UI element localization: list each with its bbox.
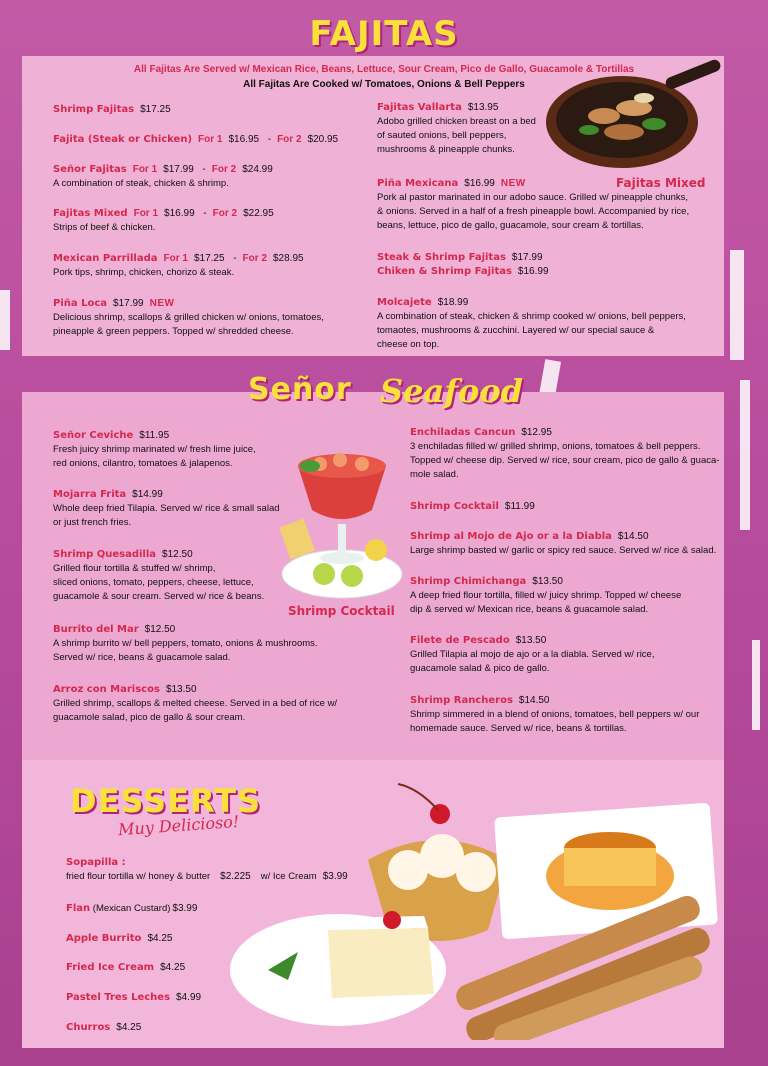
menu-item [66, 991, 201, 1005]
item-price: $13.50 [532, 576, 563, 587]
item-description: Grilled flour tortilla & stuffed w/ shrimp, [53, 563, 216, 574]
menu-item [410, 426, 719, 482]
menu-item [410, 634, 654, 676]
item-price: $4.25 [160, 962, 186, 973]
item-price: $16.99 [164, 208, 195, 219]
portion-label: For 2 [211, 164, 237, 175]
separator: - [203, 208, 207, 219]
item-price: $11.95 [139, 430, 170, 441]
item-price: $3.99 [322, 871, 348, 882]
item-price: $17.25 [140, 104, 171, 115]
item-name: Arroz con Mariscos [53, 684, 160, 695]
menu-item [410, 530, 716, 558]
new-badge: NEW [149, 298, 175, 309]
item-price: $17.99 [163, 164, 194, 175]
item-description: red onions, cilantro, tomatoes & jalapenos. [53, 458, 233, 469]
brush-streak [730, 250, 744, 360]
item-description: cheese on top. [377, 339, 440, 350]
item-description: sliced onions, tomato, peppers, cheese, lettuce, [53, 577, 254, 588]
desserts-tagline: Muy Delicioso! [117, 811, 240, 840]
item-description: Shrimp simmered in a blend of onions, tomatoes, bell peppers w/ our [410, 709, 700, 720]
item-description: beans, lettuce, pico de gallo, guacamole, sour cream & tortillas. [377, 220, 644, 231]
item-description: A combination of steak, chicken & shrimp cooked w/ onions, bell peppers, [377, 311, 686, 322]
item-name: Sopapilla : [66, 857, 126, 868]
menu-item [66, 932, 172, 946]
item-price: $24.99 [242, 164, 273, 175]
item-description: & onions. Served in a half of a fresh pineapple bowl. Accompanied by rice, [377, 206, 690, 217]
item-price: $17.25 [193, 253, 225, 264]
item-name: Piña Loca [53, 298, 108, 309]
item-description: Grilled shrimp, scallops & melted cheese. Served in a bed of rice w/ [53, 698, 338, 709]
brush-streak [752, 640, 760, 730]
item-price: $14.99 [132, 489, 163, 500]
portion-label: For 2 [277, 134, 302, 145]
menu-item [53, 252, 304, 280]
fajitas-skillet-photo [544, 58, 724, 178]
item-description: homemade sauce. Served w/ rice, beans & tortillas. [410, 723, 627, 734]
menu-item [377, 265, 549, 279]
item-name: Fajitas Vallarta [377, 102, 462, 113]
item-price: $16.99 [517, 266, 549, 277]
item-name: Señor Ceviche [53, 430, 134, 441]
item-description: or just french fries. [53, 517, 132, 528]
item-name: Flan [66, 903, 91, 914]
portion-label: For 1 [133, 208, 159, 219]
item-description: dip & served w/ Mexican rice, beans & guacamole salad. [410, 604, 649, 615]
seafood-title-script: Seafood [380, 372, 524, 410]
item-price: $12.50 [144, 624, 176, 635]
item-price: $18.99 [437, 297, 469, 308]
item-description: A shrimp burrito w/ bell peppers, tomato, onions & mushrooms. [53, 638, 318, 649]
item-description: of sauted onions, bell peppers, [377, 130, 507, 141]
item-price: $4.99 [176, 992, 202, 1003]
item-price: $14.50 [518, 695, 550, 706]
item-description: (Mexican Custard) [92, 903, 171, 914]
item-price: $12.50 [162, 549, 193, 560]
menu-item [410, 500, 535, 514]
menu-item [53, 297, 324, 339]
separator: - [233, 253, 237, 264]
item-price: $16.99 [464, 178, 495, 189]
item-name: Shrimp Cocktail [410, 501, 499, 512]
item-price: $11.99 [504, 501, 535, 512]
shrimp-cocktail-photo [280, 446, 406, 602]
item-name: Enchiladas Cancun [410, 427, 516, 438]
item-name: Fried Ice Cream [66, 962, 155, 973]
item-price: $17.99 [511, 252, 543, 263]
item-description: 3 enchiladas filled w/ grilled shrimp, onions, tomatoes & bell peppers. [410, 441, 701, 452]
item-description: Pork tips, shrimp, chicken, chorizo & steak. [53, 267, 235, 278]
item-name: Mexican Parrillada [53, 253, 158, 264]
brush-streak [740, 380, 750, 530]
menu-item [66, 902, 197, 916]
menu-item [66, 1021, 141, 1035]
item-name: Steak & Shrimp Fajitas [377, 252, 506, 263]
item-price: $14.50 [617, 531, 649, 542]
item-name: Señor Fajitas [53, 164, 127, 175]
item-price: $12.95 [521, 427, 552, 438]
item-description: w/ Ice Cream [260, 871, 317, 882]
item-description: Served w/ rice, beans & guacamole salad. [53, 652, 231, 663]
item-description: Pork al pastor marinated in our adobo sauce. Grilled w/ pineapple chunks, [377, 192, 689, 203]
menu-item [410, 694, 699, 736]
item-description: guacamole salad & pico de gallo. [410, 663, 550, 674]
item-price: $13.50 [165, 684, 197, 695]
item-price: $28.95 [272, 253, 304, 264]
item-description: guacamole salad, pico de gallo & sour cream. [53, 712, 246, 723]
item-description: guacamole & sour cream. Served w/ rice & beans. [53, 591, 265, 602]
item-price: $17.99 [113, 298, 144, 309]
item-price: $4.25 [147, 933, 173, 944]
portion-label: For 1 [198, 134, 223, 145]
photo-label: Fajitas Mixed [616, 176, 706, 190]
portion-label: For 1 [163, 253, 188, 264]
item-description: Topped w/ cheese dip. Served w/ rice, sour cream, pico de gallo & guaca- [410, 455, 720, 466]
item-name: Shrimp Rancheros [410, 695, 513, 706]
photo-label: Shrimp Cocktail [288, 604, 395, 618]
menu-item [53, 163, 273, 191]
menu-item [377, 101, 536, 157]
menu-item [377, 296, 686, 352]
new-badge: NEW [500, 178, 526, 189]
item-description: A deep fried flour tortilla, filled w/ juicy shrimp. Topped w/ cheese [410, 590, 682, 601]
brush-streak [0, 290, 10, 350]
item-description: Delicious shrimp, scallops & grilled chicken w/ onions, tomatoes, [53, 312, 324, 323]
item-price: $16.95 [228, 134, 260, 145]
item-name: Mojarra Frita [53, 489, 127, 500]
menu-item [53, 683, 337, 725]
menu-item [53, 429, 256, 471]
fajitas-title: FAJITAS [309, 14, 459, 54]
separator: - [202, 164, 206, 175]
item-name: Fajitas Mixed [53, 208, 128, 219]
portion-label: For 2 [242, 253, 267, 264]
portion-label: For 1 [132, 164, 158, 175]
item-price: $22.95 [243, 208, 274, 219]
menu-item [53, 623, 318, 665]
menu-item [66, 961, 185, 975]
item-name: Filete de Pescado [410, 635, 510, 646]
item-price: $2.225 [220, 871, 251, 882]
item-price: $4.25 [116, 1022, 142, 1033]
item-name: Shrimp Chimichanga [410, 576, 527, 587]
menu-item [410, 575, 681, 617]
menu-item [53, 103, 171, 117]
menu-item [377, 251, 543, 265]
item-price: $3.99 [172, 903, 198, 914]
item-description: mushrooms & pineapple chunks. [377, 144, 515, 155]
item-description: Fresh juicy shrimp marinated w/ fresh lime juice, [53, 444, 256, 455]
item-name: Churros [66, 1022, 111, 1033]
item-description: mole salad. [410, 469, 459, 480]
separator: - [267, 134, 272, 145]
item-name: Chiken & Shrimp Fajitas [377, 266, 512, 277]
item-description: Strips of beef & chicken. [53, 222, 156, 233]
item-description: pineapple & green peppers. Topped w/ shredded cheese. [53, 326, 294, 337]
item-name: Piña Mexicana [377, 178, 459, 189]
portion-label: For 2 [212, 208, 238, 219]
item-description: fried flour tortilla w/ honey & butter [66, 871, 211, 882]
item-description: A combination of steak, chicken & shrimp. [53, 178, 229, 189]
item-name: Molcajete [377, 297, 432, 308]
fajitas-note: All Fajitas Are Cooked w/ Tomatoes, Onions & Bell Peppers [243, 79, 525, 90]
item-price: $20.95 [307, 134, 339, 145]
item-description: Whole deep fried Tilapia. Served w/ rice & small salad [53, 503, 280, 514]
item-name: Shrimp Quesadilla [53, 549, 157, 560]
menu-item [53, 133, 338, 147]
menu-item [53, 207, 274, 235]
menu-item [53, 548, 264, 604]
menu-item [53, 488, 280, 530]
item-price: $13.95 [467, 102, 499, 113]
item-description: Large shrimp basted w/ garlic or spicy red sauce. Served w/ rice & salad. [410, 545, 717, 556]
item-description: Adobo grilled chicken breast on a bed [377, 116, 536, 127]
item-name: Shrimp al Mojo de Ajo or a la Diabla [410, 531, 612, 542]
item-description: tomaotes, mushrooms & zucchini. Layered w/ our special sauce & [377, 325, 655, 336]
item-name: Shrimp Fajitas [53, 104, 135, 115]
desserts-photo [228, 780, 724, 1040]
item-name: Burrito del Mar [53, 624, 139, 635]
desserts-title: DESSERTS [70, 782, 262, 820]
item-description: Grilled Tilapia al mojo de ajo or a la diabla. Served w/ rice, [410, 649, 655, 660]
fajitas-note: All Fajitas Are Served w/ Mexican Rice, Beans, Lettuce, Sour Cream, Pico de Gallo, Guacamole & Tortillas [133, 64, 635, 75]
item-price: $13.50 [515, 635, 547, 646]
item-name: Apple Burrito [66, 933, 142, 944]
item-name: Fajita (Steak or Chicken) [53, 134, 193, 145]
item-name: Pastel Tres Leches [66, 992, 171, 1003]
seafood-title: Señor [248, 372, 352, 407]
